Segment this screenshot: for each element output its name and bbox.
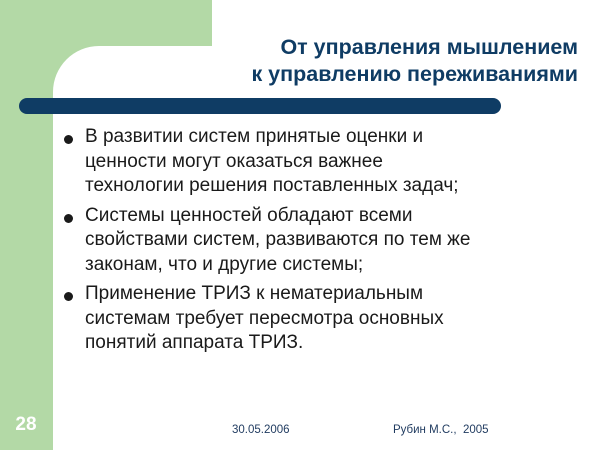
- bullet-text: [85, 282, 580, 356]
- bullet-item: [60, 125, 580, 199]
- bullet-line: свойствами систем, развиваются по тем же: [85, 229, 471, 250]
- slide-title: [118, 34, 578, 88]
- title-divider-bar: [19, 98, 501, 114]
- bullet-dot-icon: [64, 292, 73, 301]
- bullet-list: [60, 125, 580, 361]
- bullet-item: [60, 282, 580, 356]
- bullet-line: законам, что и другие системы;: [85, 253, 364, 275]
- bullet-text: [85, 125, 580, 199]
- bullet-line: технологии решения поставленных задач;: [85, 175, 459, 196]
- bullet-line: Системы ценностей обладают всеми: [85, 204, 413, 226]
- bullet-line: понятий аппарата ТРИЗ.: [85, 332, 304, 353]
- bullet-line: ценности могут оказаться важнее: [85, 150, 383, 172]
- bullet-line: системам требует пересмотра основных: [85, 307, 444, 329]
- bullet-line: Применение ТРИЗ к нематериальным: [85, 283, 424, 304]
- bullet-line: В развитии систем принятые оценки и: [85, 126, 424, 147]
- footer-author: Рубин М.С., 2005: [393, 424, 489, 436]
- bullet-text: [85, 204, 580, 278]
- bullet-dot-icon: [64, 135, 73, 144]
- slide-number: 28: [15, 414, 37, 435]
- title-line-2: к управлению переживаниями: [251, 62, 578, 86]
- bullet-dot-icon: [64, 214, 73, 223]
- title-line-1: От управления мышлением: [280, 35, 578, 59]
- bullet-item: [60, 204, 580, 278]
- footer-date: 30.05.2006: [232, 424, 290, 436]
